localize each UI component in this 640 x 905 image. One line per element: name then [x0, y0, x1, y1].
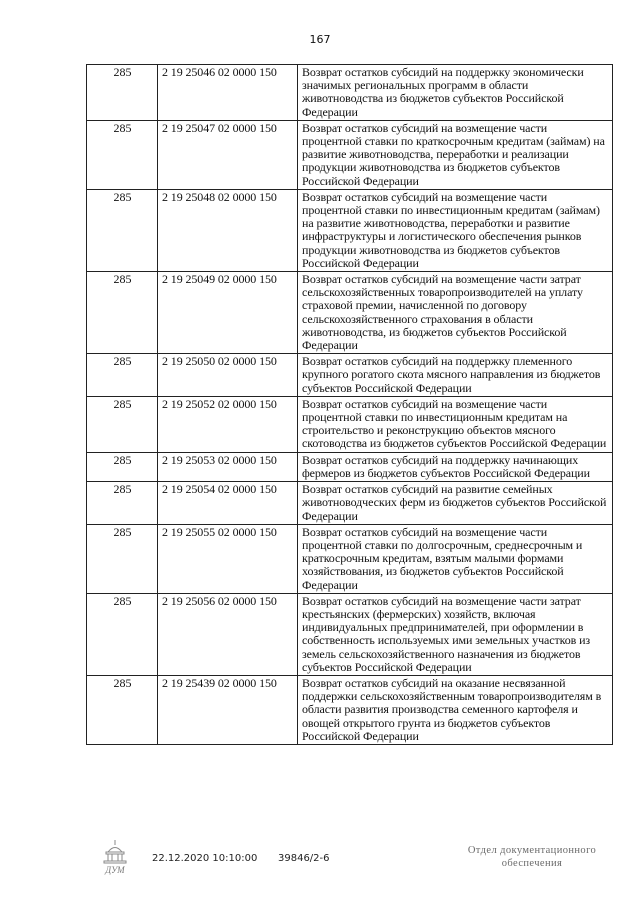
budget-code-cell: 2 19 25054 02 0000 150	[158, 482, 298, 525]
budget-code-cell: 2 19 25439 02 0000 150	[158, 675, 298, 744]
budget-code-cell: 2 19 25053 02 0000 150	[158, 452, 298, 481]
stamp-line-2: обеспечения	[501, 858, 563, 869]
income-name-cell: Возврат остатков субсидий на развитие семейных животноводческих ферм из бюджетов субъектов Российской Федерации	[298, 482, 613, 525]
table-row	[87, 396, 613, 452]
table-body	[87, 65, 613, 745]
table-row	[87, 120, 613, 189]
budget-code-cell: 2 19 25055 02 0000 150	[158, 524, 298, 593]
admin-code-cell: 285	[87, 593, 158, 675]
table-row	[87, 524, 613, 593]
footer-document-number: 39846/2-6	[278, 853, 330, 864]
department-stamp	[452, 844, 612, 870]
footer-timestamp: 22.12.2020 10:10:00	[152, 853, 258, 864]
income-name-cell: Возврат остатков субсидий на поддержку экономически значимых региональных программ в области животноводства из бюджетов субъектов Российской Федерации	[298, 65, 613, 121]
admin-code-cell: 285	[87, 189, 158, 271]
budget-code-cell: 2 19 25049 02 0000 150	[158, 272, 298, 354]
income-name-cell: Возврат остатков субсидий на возмещение части затрат крестьянских (фермерских) хозяйств, включая индивидуальных предпринимателей, при оформлении в собственность используемых ими земельных участков из земель сельскохозяйственного назначения из бюджетов субъектов Российской Федерации	[298, 593, 613, 675]
table-row	[87, 65, 613, 121]
budget-code-cell: 2 19 25047 02 0000 150	[158, 120, 298, 189]
admin-code-cell: 285	[87, 65, 158, 121]
income-name-cell: Возврат остатков субсидий на возмещение части процентной ставки по долгосрочным, среднесрочным и краткосрочным кредитам, взятым малыми формами хозяйствования, из бюджетов субъектов Российской Федерации	[298, 524, 613, 593]
income-name-cell: Возврат остатков субсидий на оказание несвязанной поддержки сельскохозяйственным товаропроизводителям в области развития производства семенного картофеля и овощей открытого грунта из бюджетов субъектов Российской Федерации	[298, 675, 613, 744]
budget-code-cell: 2 19 25046 02 0000 150	[158, 65, 298, 121]
income-name-cell: Возврат остатков субсидий на возмещение части процентной ставки по краткосрочным кредитам (займам) на развитие животноводства, переработки и реализации продукции животноводства из бюджетов субъектов Российской Федерации	[298, 120, 613, 189]
logo-text: ДУМ	[105, 865, 125, 875]
income-name-cell: Возврат остатков субсидий на возмещение части процентной ставки по инвестиционным кредитам на строительство и реконструкцию объектов мясного скотоводства из бюджетов субъектов Российской Федерации	[298, 396, 613, 452]
budget-code-cell: 2 19 25050 02 0000 150	[158, 354, 298, 397]
table-row	[87, 482, 613, 525]
budget-classification-table	[86, 64, 613, 745]
admin-code-cell: 285	[87, 396, 158, 452]
duma-logo-icon	[100, 838, 130, 880]
table-row	[87, 593, 613, 675]
admin-code-cell: 285	[87, 354, 158, 397]
budget-code-cell: 2 19 25056 02 0000 150	[158, 593, 298, 675]
budget-code-cell: 2 19 25052 02 0000 150	[158, 396, 298, 452]
income-name-cell: Возврат остатков субсидий на возмещение части затрат сельскохозяйственных товаропроизводителей на уплату страховой премии, начисленной по договору сельскохозяйственного страхования в области животноводства, из бюджетов субъектов Российской Федерации	[298, 272, 613, 354]
income-name-cell: Возврат остатков субсидий на поддержку начинающих фермеров из бюджетов субъектов Российской Федерации	[298, 452, 613, 481]
table-row	[87, 272, 613, 354]
admin-code-cell: 285	[87, 675, 158, 744]
income-name-cell: Возврат остатков субсидий на поддержку племенного крупного рогатого скота мясного направления из бюджетов субъектов Российской Федерации	[298, 354, 613, 397]
table-row	[87, 675, 613, 744]
admin-code-cell: 285	[87, 524, 158, 593]
page-number: 167	[309, 33, 331, 46]
admin-code-cell: 285	[87, 452, 158, 481]
income-name-cell: Возврат остатков субсидий на возмещение части процентной ставки по инвестиционным кредитам (займам) на развитие животноводства, переработки и развитие инфраструктуры и логистического обеспечения рынков продукции животноводства из бюджетов субъектов Российской Федерации	[298, 189, 613, 271]
admin-code-cell: 285	[87, 272, 158, 354]
table-row	[87, 189, 613, 271]
admin-code-cell: 285	[87, 482, 158, 525]
table-row	[87, 354, 613, 397]
table-row	[87, 452, 613, 481]
admin-code-cell: 285	[87, 120, 158, 189]
stamp-line-1: Отдел документационного	[467, 845, 597, 856]
budget-code-cell: 2 19 25048 02 0000 150	[158, 189, 298, 271]
